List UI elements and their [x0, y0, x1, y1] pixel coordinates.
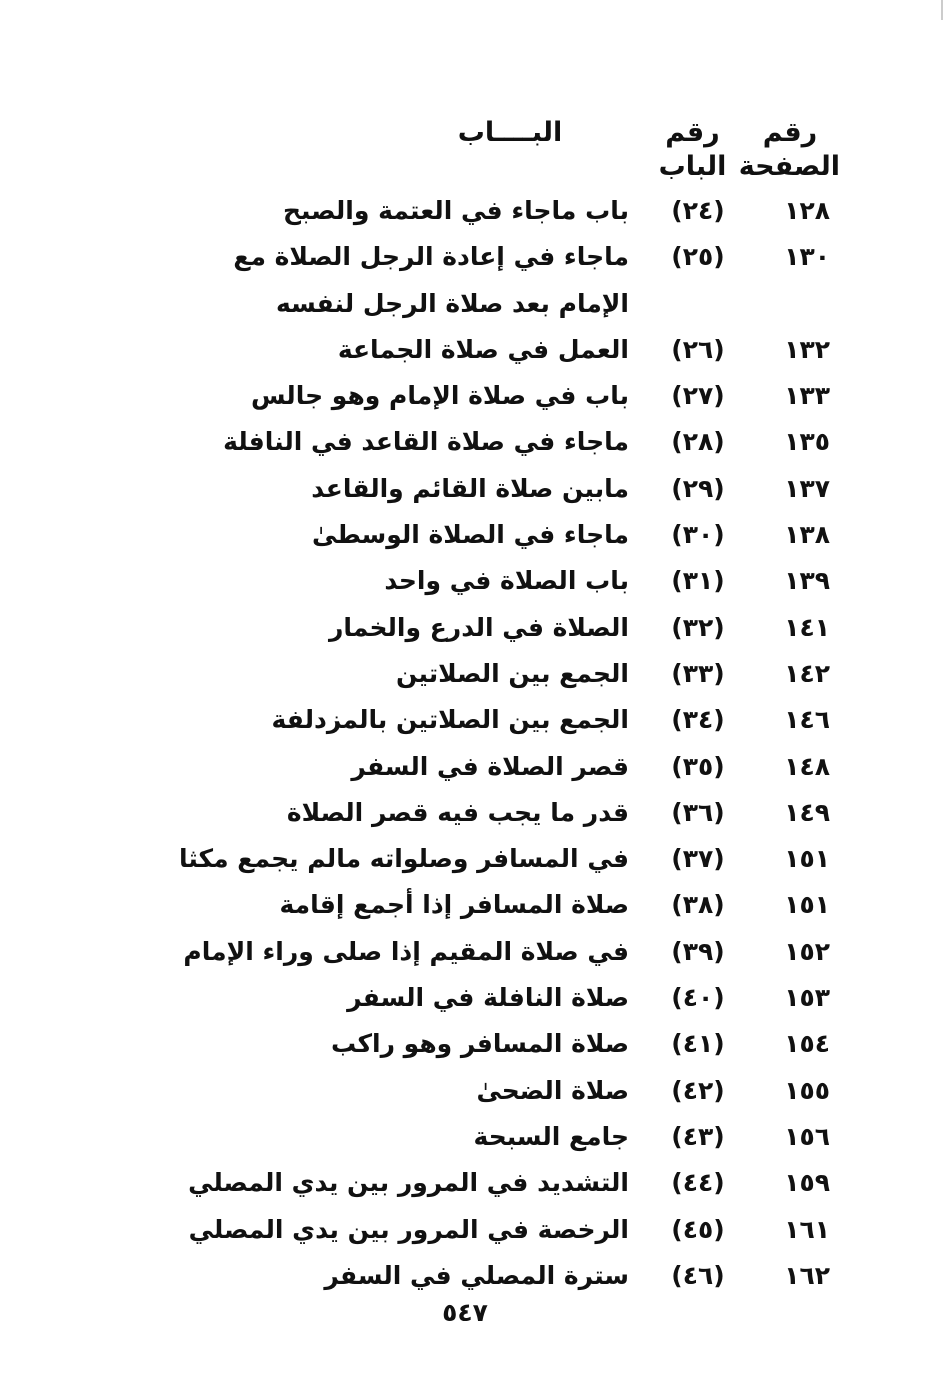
toc-chapter-number: (٤٣) — [671, 1121, 725, 1151]
toc-page-number: ١٣٧ — [784, 473, 830, 503]
toc-chapter-number: (٤١) — [671, 1029, 725, 1059]
toc-page-number: ١٣٨ — [784, 520, 830, 550]
toc-chapter-title: الرخصة في المرور بين يدي المصلي — [188, 1214, 629, 1244]
toc-page-number: ١٦١ — [784, 1214, 830, 1244]
toc-page-number: ١٥٢ — [784, 936, 830, 966]
toc-chapter-title: صلاة المسافر وهو راكب — [331, 1029, 629, 1059]
toc-chapter-title: ماجاء في إعادة الرجل الصلاة مع — [233, 242, 629, 272]
toc-chapter-title: سترة المصلي في السفر — [324, 1260, 629, 1290]
page-footer-number: ٥٤٧ — [442, 1298, 488, 1327]
header-title-label: البــــاب — [457, 117, 563, 148]
toc-page-number: ١٤٦ — [784, 705, 830, 735]
toc-chapter-number: (٤٤) — [671, 1168, 725, 1198]
toc-page-number: ١٣٠ — [784, 242, 830, 272]
toc-page-number: ١٣٥ — [784, 427, 830, 457]
toc-page-number: ١٢٨ — [784, 196, 830, 225]
toc-chapter-title: الصلاة في الدرع والخمار — [328, 612, 629, 642]
toc-row — [0, 558, 947, 604]
toc-chapter-number: (٣٠) — [671, 520, 725, 550]
toc-chapter-title: ماجاء في الصلاة الوسطىٰ — [311, 520, 629, 550]
toc-row — [0, 466, 947, 512]
table-of-contents — [0, 188, 947, 1299]
toc-row — [0, 605, 947, 651]
toc-chapter-title: التشديد في المرور بين يدي المصلي — [188, 1168, 629, 1198]
toc-chapter-number: (٢٨) — [671, 427, 725, 457]
toc-chapter-number: (٣٢) — [671, 612, 725, 642]
toc-chapter-title: في صلاة المقيم إذا صلى وراء الإمام — [183, 936, 629, 966]
toc-chapter-title: ماجاء في صلاة القاعد في النافلة — [223, 427, 629, 457]
toc-chapter-title: قصر الصلاة في السفر — [351, 751, 629, 781]
toc-chapter-number: (٢٤) — [671, 196, 725, 225]
toc-chapter-title: باب ماجاء في العتمة والصبح — [283, 196, 629, 225]
toc-chapter-number: (٣٤) — [671, 705, 725, 735]
toc-chapter-title: باب في صلاة الإمام وهو جالس — [250, 381, 629, 411]
header-page-label-2: الصفحة — [738, 151, 840, 182]
toc-chapter-number: (٣١) — [671, 566, 725, 596]
toc-row — [0, 188, 947, 234]
toc-row-continuation — [0, 281, 947, 327]
toc-row — [0, 512, 947, 558]
toc-chapter-title: الجمع بين الصلاتين بالمزدلفة — [271, 705, 629, 735]
toc-chapter-number: (٢٧) — [671, 381, 725, 411]
toc-page-number: ١٥١ — [784, 890, 830, 920]
toc-chapter-title: الإمام بعد صلاة الرجل لنفسه — [275, 288, 629, 318]
toc-page-number: ١٤٨ — [784, 751, 830, 781]
toc-chapter-number: (٢٥) — [671, 242, 725, 272]
header-chapter-label-2: الباب — [658, 151, 727, 182]
scan-edge-mark — [941, 0, 943, 20]
toc-page-number: ١٥٩ — [784, 1168, 830, 1198]
toc-chapter-title: الجمع بين الصلاتين — [396, 658, 629, 688]
header-page-number — [740, 116, 840, 184]
toc-chapter-title: باب الصلاة في واحد — [384, 566, 629, 596]
toc-row — [0, 651, 947, 697]
toc-row — [0, 929, 947, 975]
toc-chapter-number: (٤٦) — [671, 1260, 725, 1290]
toc-page-number: ١٥٣ — [784, 983, 830, 1013]
toc-row — [0, 697, 947, 743]
toc-chapter-title: صلاة الضحىٰ — [476, 1075, 629, 1105]
toc-chapter-number: (٣٩) — [671, 936, 725, 966]
toc-row — [0, 744, 947, 790]
toc-page-number: ١٣٩ — [784, 566, 830, 596]
toc-row — [0, 882, 947, 928]
toc-chapter-number: (٣٥) — [671, 751, 725, 781]
toc-chapter-number: (٤٢) — [671, 1075, 725, 1105]
toc-chapter-number: (٤٥) — [671, 1214, 725, 1244]
toc-chapter-title: مابين صلاة القائم والقاعد — [311, 473, 629, 503]
header-page-label-1: رقم — [762, 117, 818, 148]
toc-chapter-number: (٣٣) — [671, 658, 725, 688]
toc-chapter-title: صلاة النافلة في السفر — [347, 983, 629, 1013]
toc-row — [0, 836, 947, 882]
toc-row — [0, 1253, 947, 1299]
toc-row — [0, 327, 947, 373]
toc-row — [0, 1160, 947, 1206]
toc-page-number: ١٤٩ — [784, 797, 830, 827]
toc-row — [0, 1207, 947, 1253]
toc-page-number: ١٥٦ — [784, 1121, 830, 1151]
toc-chapter-title: جامع السبحة — [473, 1121, 629, 1151]
toc-chapter-number: (٣٦) — [671, 797, 725, 827]
toc-row — [0, 373, 947, 419]
toc-chapter-title: في المسافر وصلواته مالم يجمع مكثا — [178, 844, 629, 874]
toc-page-number: ١٦٢ — [784, 1260, 830, 1290]
toc-chapter-title: صلاة المسافر إذا أجمع إقامة — [279, 890, 629, 920]
header-chapter-number — [650, 116, 735, 184]
toc-row — [0, 1021, 947, 1067]
toc-page-number: ١٤٢ — [784, 658, 830, 688]
toc-row — [0, 1114, 947, 1160]
toc-page-number: ١٥٥ — [784, 1075, 830, 1105]
toc-row — [0, 419, 947, 465]
toc-page-number: ١٥٤ — [784, 1029, 830, 1059]
toc-chapter-title: قدر ما يجب فيه قصر الصلاة — [286, 797, 629, 827]
header-chapter-label-1: رقم — [665, 117, 720, 148]
toc-page-number: ١٥١ — [784, 844, 830, 874]
toc-chapter-number: (٣٧) — [671, 844, 725, 874]
toc-row — [0, 975, 947, 1021]
toc-chapter-title: العمل في صلاة الجماعة — [337, 334, 629, 364]
header-chapter-title — [440, 116, 580, 150]
toc-row — [0, 234, 947, 280]
toc-page-number: ١٣٣ — [784, 381, 830, 411]
toc-page-number: ١٣٢ — [784, 334, 830, 364]
toc-chapter-number: (٣٨) — [671, 890, 725, 920]
toc-chapter-number: (٢٦) — [671, 334, 725, 364]
toc-chapter-number: (٤٠) — [671, 983, 725, 1013]
toc-chapter-number: (٢٩) — [671, 473, 725, 503]
toc-row — [0, 1068, 947, 1114]
toc-page-number: ١٤١ — [784, 612, 830, 642]
toc-row — [0, 790, 947, 836]
